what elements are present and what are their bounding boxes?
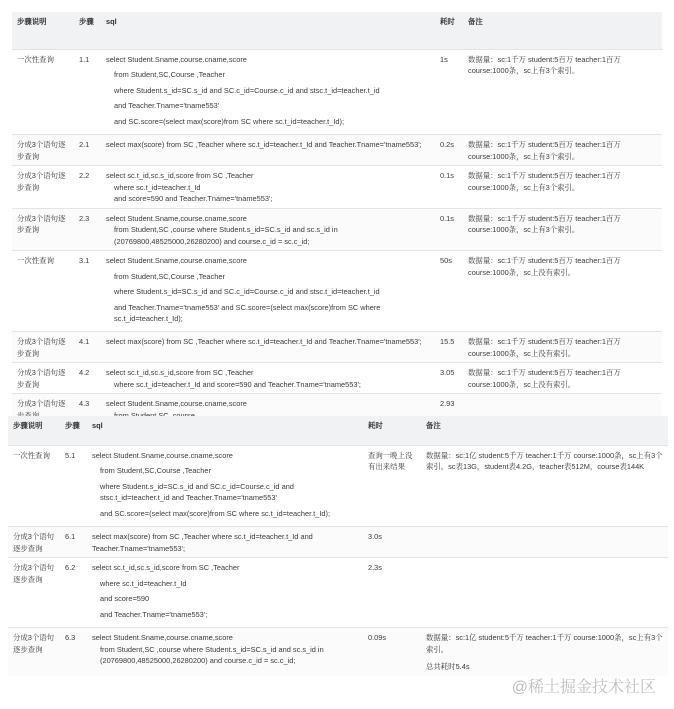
cell-step-text: 3.1 [79,256,90,266]
cell-time-text: 15.5 [440,337,455,347]
cell-time [435,208,463,250]
cell-desc-text: 分成3个语句逐步查询 [17,368,66,389]
cell-note [421,628,668,676]
sql-line: select Student.Sname,course.cname,score [92,633,233,643]
cell-sql [101,135,435,166]
cell-time-text: 3.05 [440,368,455,378]
sql-line: from Student,SC ,course where Student.s_id=SC.s_id and sc.s_id in (20769800,48525000,26280200) and course.c_id = sc.c_id; [114,225,338,246]
cell-step [60,628,87,676]
cell-step [74,208,101,250]
cell-note [463,251,662,332]
benchmark-table-1 [12,12,662,424]
cell-desc-text: 分成3个语句逐步查询 [17,337,66,358]
sql-line: from Student,SC,Course ,Teacher [114,271,225,281]
table-row [12,208,662,250]
cell-note-text: 数据量：sc:1千万 student:5百万 teacher:1百万 course:1000条，sc上没有索引。 [468,368,621,389]
sql-line: select Student.Sname,course.cname,score [106,55,247,64]
cell-sql [87,446,363,527]
header-time: 耗时 [363,416,421,446]
cell-time [363,527,421,558]
sql-line: select max(score) from SC ,Teacher where sc.t_id=teacher.t_Id and Teacher.Tname='tname553'; [106,140,422,150]
header-desc: 步骤说明 [12,12,74,50]
cell-sql [101,363,435,394]
sql-line: where Student.s_id=SC.s_id and SC.c_id=Course.c_id and stsc.t_id=teacher.t_id and Teacher.Tname='tname553' [100,481,294,503]
cell-note [463,166,662,208]
cell-time-text: 1s [440,55,448,64]
sql-line: and score=590 [100,594,150,604]
sql-line: where Student.s_id=SC.s_id and SC.c_id=Course.c_id and stsc.t_id=teacher.t_id [114,287,380,297]
cell-note [421,558,668,628]
sql-line: where Student.s_id=SC.s_id and SC.c_id=Course.c_id and stsc.t_id=teacher.t_id [114,85,380,95]
table-row [12,332,662,363]
cell-time [435,251,463,332]
cell-desc [12,50,74,135]
header-time: 耗时 [435,12,463,50]
sql-line: select max(score) from SC ,Teacher where sc.t_id=teacher.t_Id and Teacher.Tname='tname553'; [106,337,422,347]
cell-note [421,527,668,558]
cell-step [60,558,87,628]
sql-line: select Student.Sname,course.cname,score [106,213,247,223]
cell-desc-text: 分成3个语句逐 [17,399,66,409]
header-step: 步骤 [60,416,87,446]
cell-step-text: 4.2 [79,368,90,378]
cell-note [463,208,662,250]
cell-time [435,135,463,166]
cell-desc-text: 分成3个语句逐步查询 [13,633,55,654]
total-time-note: 总共耗时5.4s [426,662,470,672]
cell-time-text: 0.1s [440,213,454,223]
cell-desc [12,166,74,208]
benchmark-table-2 [8,416,668,676]
cell-sql [87,558,363,628]
table-row [12,363,662,394]
cell-note [421,446,668,527]
cell-step [60,446,87,527]
cell-desc [12,332,74,363]
cell-desc [8,558,60,628]
cell-time [435,166,463,208]
cell-step-text: 5.1 [65,451,76,460]
cell-desc [12,251,74,332]
header-sql: sql [101,12,435,50]
cell-note [463,135,662,166]
cell-step-text: 4.1 [79,337,90,347]
cell-desc-text: 一次性查询 [17,256,54,266]
cell-step-text: 2.2 [79,171,90,181]
cell-step-text: 6.3 [65,633,76,643]
cell-desc [12,208,74,250]
cell-time-text: 0.09s [368,633,387,643]
sql-line: select sc.t_id,sc.s_id,score from SC ,Teacher [106,368,254,378]
cell-step [74,251,101,332]
sql-line: and Teacher.Tname='tname553'; [100,609,208,619]
cell-note-text: 数据量：sc:1千万 student:5百万 teacher:1百万 course:1000条，sc上有3个索引。 [468,171,621,192]
cell-time-text: 2.3s [368,563,382,573]
cell-note [463,332,662,363]
table-row [12,251,662,332]
cell-desc-text: 分成3个语句逐步查询 [13,532,55,553]
cell-note-text: 数据量：sc:1千万 student:5百万 teacher:1百万 course:1000条，sc上有3个索引。 [468,140,621,161]
header-step: 步骤 [74,12,101,50]
cell-time-text: 0.2s [440,140,454,150]
table-row [12,166,662,208]
cell-time [363,628,421,676]
cell-desc-text: 一次性查询 [17,55,54,64]
cell-step [60,527,87,558]
cell-sql [101,166,435,208]
sql-line: from Student,SC,Course ,Teacher [100,466,211,476]
cell-desc-text: 分成3个语句逐步查询 [13,563,55,584]
cell-time-text: 2.93 [440,399,455,409]
cell-step [74,332,101,363]
header-note: 备注 [463,12,662,50]
cell-time [363,446,421,527]
cell-time [435,332,463,363]
cell-desc [8,628,60,676]
table-row [8,446,668,527]
header-desc: 步骤说明 [8,416,60,446]
sql-line: where sc.t_id=teacher.t_Id and score=590 and Teacher.Tname='tname553'; [114,379,361,389]
cell-step-text: 4.3 [79,399,90,409]
sql-line: where sc.t_id=teacher.t_Id [114,182,201,192]
sql-line: select sc.t_id,sc.s_id,score from SC ,Teacher [106,171,254,181]
cell-step-text: 2.3 [79,213,90,223]
table-row [8,628,668,676]
table-row [8,558,668,628]
cell-sql [101,50,435,135]
header-note: 备注 [421,416,668,446]
table-row [12,50,662,135]
cell-desc [12,135,74,166]
cell-desc [8,527,60,558]
cell-note [463,363,662,394]
cell-sql [87,628,363,676]
sql-line: and Teacher.Tname='tname553' [114,101,220,111]
cell-time-text: 查询一晚上没有出来结果 [368,451,413,472]
cell-step [74,135,101,166]
cell-note-text: 数据量：sc:1千万 student:5百万 teacher:1百万 course:1000条，sc上有3个索引。 [468,55,621,76]
cell-time-text: 0.1s [440,171,454,181]
cell-desc-text: 一次性查询 [13,451,50,460]
cell-note-text: 数据量：sc:1亿 student:5千万 teacher:1千万 course:1000条，sc上有3个索引。sc表13G，student表4.2G，teacher表512M，course表144K [426,451,663,472]
sql-line: from Student,SC ,course where Student.s_id=SC.s_id and sc.s_id in (20769800,48525000,26280200) and course.c_id = sc.c_id; [100,644,324,666]
cell-step [74,166,101,208]
sql-line: select max(score) from SC ,Teacher where sc.t_id=teacher.t_Id and Teacher.Tname='tname553'; [92,532,313,553]
sql-line: where sc.t_id=teacher.t_Id [100,578,187,588]
sql-line: from Student,SC,Course ,Teacher [114,70,225,80]
cell-desc [8,446,60,527]
cell-note [463,50,662,135]
cell-sql [101,332,435,363]
cell-step-text: 2.1 [79,140,90,150]
cell-note-text: 数据量：sc:1千万 student:5百万 teacher:1百万 course:1000条，sc上没有索引。 [468,256,621,277]
cell-time [435,50,463,135]
table-row [8,527,668,558]
cell-desc-text: 分成3个语句逐步查询 [17,140,66,161]
cell-desc [12,363,74,394]
sql-line: and SC.score=(select max(score)from SC where sc.t_id=teacher.t_Id); [100,508,331,518]
cell-desc-text: 分成3个语句逐步查询 [17,213,66,235]
table-header-row [12,12,662,50]
cell-time [363,558,421,628]
cell-note-text: 数据量：sc:1亿 student:5千万 teacher:1千万 course:1000条，sc上有3个索引。 [426,633,663,654]
cell-note-text: 数据量：sc:1千万 student:5百万 teacher:1百万 course:1000条，sc上有3个索引。 [468,213,621,235]
header-sql: sql [87,416,363,446]
cell-sql [101,251,435,332]
cell-step [74,50,101,135]
table-row [12,135,662,166]
cell-step-text: 1.1 [79,55,90,64]
watermark: @稀土掘金技术社区 [511,679,656,696]
cell-step-text: 6.2 [65,563,76,573]
cell-desc-text: 分成3个语句逐步查询 [17,171,66,192]
cell-time [435,363,463,394]
sql-line: select Student.Sname,course.cname,score [92,451,233,460]
table-header-row [8,416,668,446]
cell-sql [101,208,435,250]
cell-time-text: 3.0s [368,532,382,542]
sql-line: select Student.Sname,course.cname,score [106,399,247,409]
sql-line: and Teacher.Tname='tname553' and SC.score=(select max(score)from SC where sc.t_id=teacher.t_Id); [114,302,381,323]
cell-step-text: 6.1 [65,532,76,542]
sql-line: select sc.t_id,sc.s_id,score from SC ,Teacher [92,563,240,573]
cell-note-text: 数据量：sc:1千万 student:5百万 teacher:1百万 course:1000条，sc上没有索引。 [468,337,621,358]
cell-step [74,363,101,394]
cell-sql [87,527,363,558]
sql-line: select Student.Sname,course.cname,score [106,256,247,266]
cell-time-text: 50s [440,256,452,266]
sql-line: and score=590 and Teacher.Tname='tname553'; [114,194,273,204]
sql-line: and SC.score=(select max(score)from SC where sc.t_id=teacher.t_Id); [114,116,345,126]
